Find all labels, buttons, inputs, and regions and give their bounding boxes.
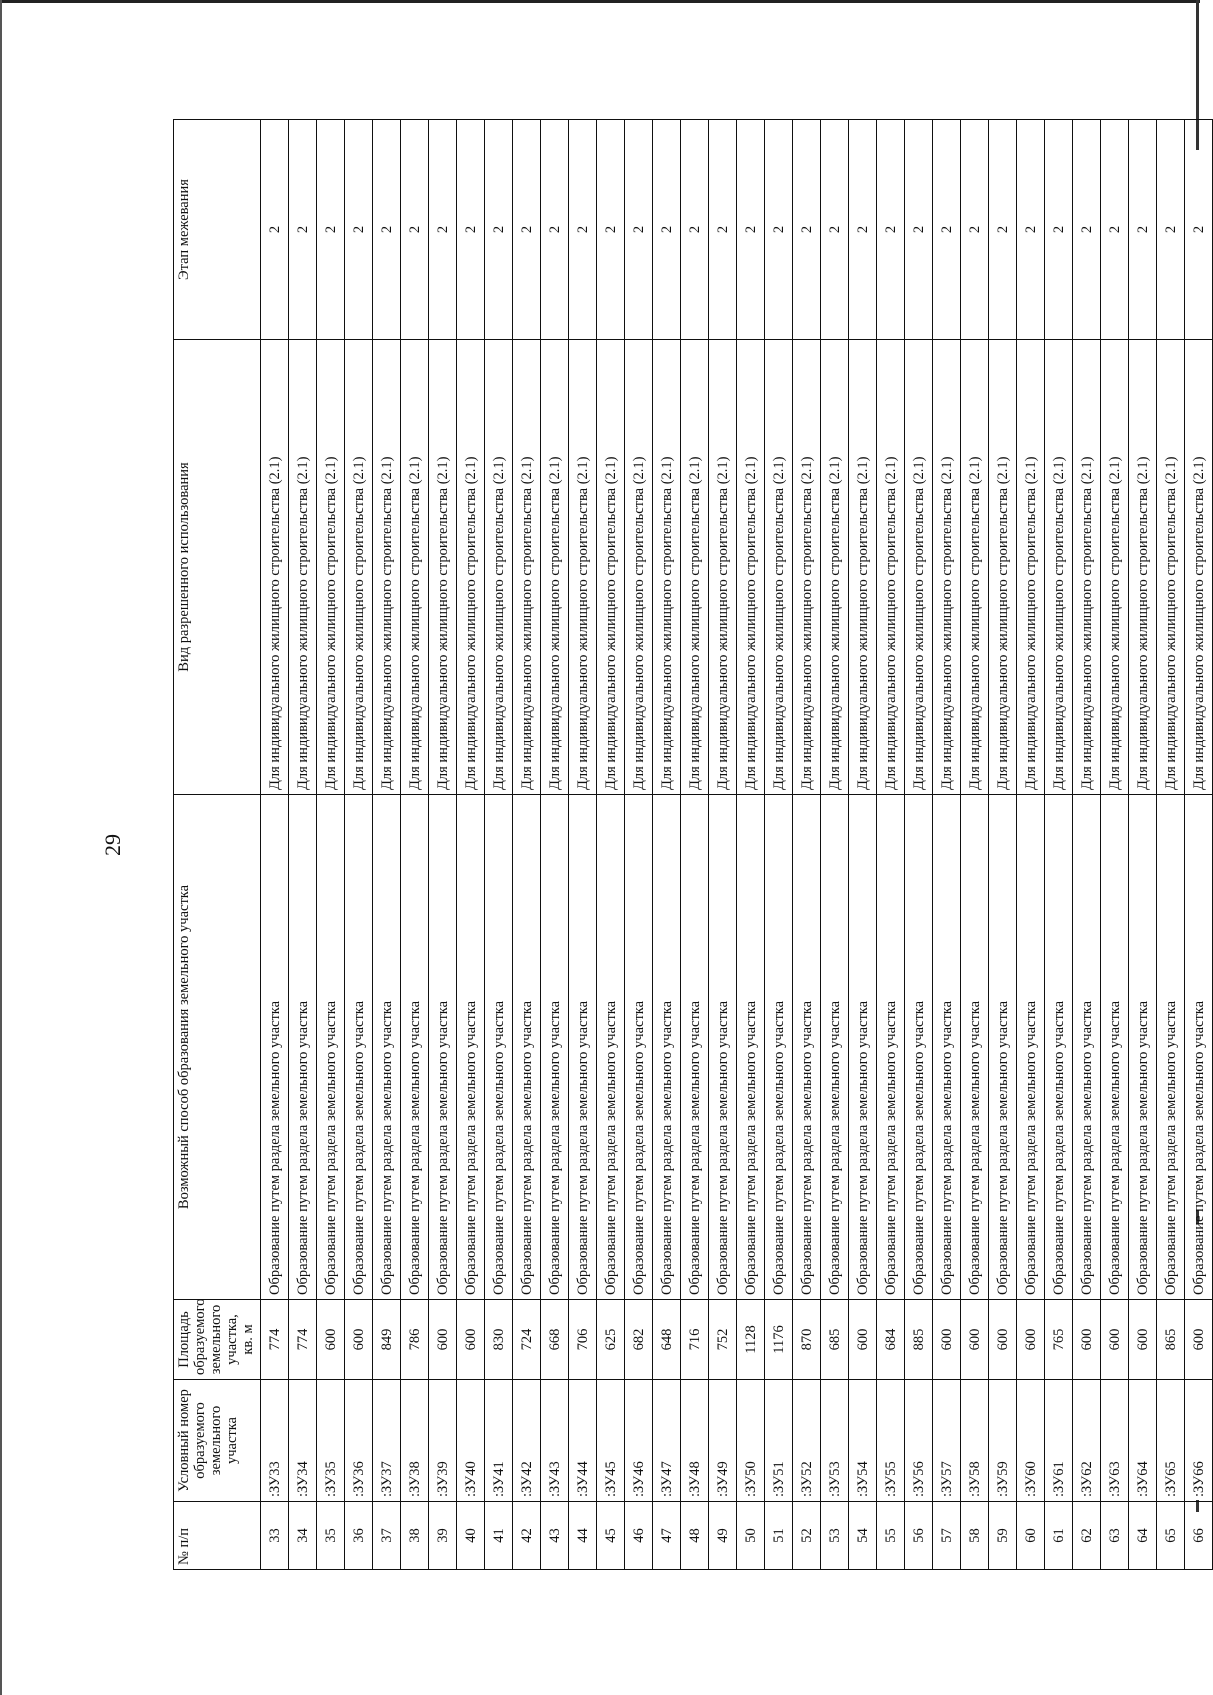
page-number: 29 bbox=[100, 834, 125, 856]
cell-permitted-use: Для индивидуального жилищного строительства (2.1) bbox=[569, 340, 597, 795]
cell-num: 64 bbox=[1129, 1502, 1157, 1570]
cell-permitted-use: Для индивидуального жилищного строительства (2.1) bbox=[625, 340, 653, 795]
cell-plot-code: :ЗУ44 bbox=[569, 1380, 597, 1502]
table-row bbox=[653, 120, 681, 1570]
cell-method: Образование путем раздела земельного участка bbox=[513, 795, 541, 1300]
header-permitted-use: Вид разрешенного использования bbox=[174, 340, 261, 795]
cell-area: 648 bbox=[653, 1300, 681, 1380]
cell-method: Образование путем раздела земельного участка bbox=[1073, 795, 1101, 1300]
cell-stage: 2 bbox=[429, 120, 457, 340]
cell-plot-code: :ЗУ62 bbox=[1073, 1380, 1101, 1502]
cell-area: 849 bbox=[373, 1300, 401, 1380]
cell-num: 59 bbox=[989, 1502, 1017, 1570]
cell-method: Образование путем раздела земельного участка bbox=[989, 795, 1017, 1300]
cell-area: 765 bbox=[1045, 1300, 1073, 1380]
cell-num: 42 bbox=[513, 1502, 541, 1570]
cell-area: 600 bbox=[849, 1300, 877, 1380]
cell-permitted-use: Для индивидуального жилищного строительства (2.1) bbox=[653, 340, 681, 795]
cell-permitted-use: Для индивидуального жилищного строительства (2.1) bbox=[737, 340, 765, 795]
cell-num: 43 bbox=[541, 1502, 569, 1570]
cell-method: Образование путем раздела земельного участка bbox=[569, 795, 597, 1300]
table-header-row bbox=[174, 120, 261, 1570]
cell-stage: 2 bbox=[401, 120, 429, 340]
cell-area: 600 bbox=[933, 1300, 961, 1380]
cell-permitted-use: Для индивидуального жилищного строительства (2.1) bbox=[289, 340, 317, 795]
cell-method: Образование путем раздела земельного участка bbox=[625, 795, 653, 1300]
cell-area: 600 bbox=[1073, 1300, 1101, 1380]
cell-area: 684 bbox=[877, 1300, 905, 1380]
cell-num: 49 bbox=[709, 1502, 737, 1570]
cell-permitted-use: Для индивидуального жилищного строительства (2.1) bbox=[401, 340, 429, 795]
cell-permitted-use: Для индивидуального жилищного строительства (2.1) bbox=[821, 340, 849, 795]
cell-num: 45 bbox=[597, 1502, 625, 1570]
cell-method: Образование путем раздела земельного участка bbox=[345, 795, 373, 1300]
table-row bbox=[541, 120, 569, 1570]
cell-area: 724 bbox=[513, 1300, 541, 1380]
cell-num: 33 bbox=[261, 1502, 289, 1570]
cell-plot-code: :ЗУ36 bbox=[345, 1380, 373, 1502]
cell-num: 54 bbox=[849, 1502, 877, 1570]
cell-num: 37 bbox=[373, 1502, 401, 1570]
table-row bbox=[1073, 120, 1101, 1570]
cell-num: 61 bbox=[1045, 1502, 1073, 1570]
cell-permitted-use: Для индивидуального жилищного строительства (2.1) bbox=[1101, 340, 1129, 795]
cell-stage: 2 bbox=[569, 120, 597, 340]
cell-method: Образование путем раздела земельного участка bbox=[905, 795, 933, 1300]
cell-method: Образование путем раздела земельного участка bbox=[1157, 795, 1185, 1300]
table-row bbox=[821, 120, 849, 1570]
cell-area: 716 bbox=[681, 1300, 709, 1380]
cell-num: 63 bbox=[1101, 1502, 1129, 1570]
cell-num: 40 bbox=[457, 1502, 485, 1570]
cell-stage: 2 bbox=[989, 120, 1017, 340]
cell-method: Образование путем раздела земельного участка bbox=[1101, 795, 1129, 1300]
cell-plot-code: :ЗУ58 bbox=[961, 1380, 989, 1502]
cell-stage: 2 bbox=[1045, 120, 1073, 340]
table-row bbox=[793, 120, 821, 1570]
cell-stage: 2 bbox=[709, 120, 737, 340]
cell-stage: 2 bbox=[765, 120, 793, 340]
header-plot-code: Условный номер образуемого земельного участка bbox=[174, 1380, 261, 1502]
cell-area: 600 bbox=[989, 1300, 1017, 1380]
cell-permitted-use: Для индивидуального жилищного строительства (2.1) bbox=[513, 340, 541, 795]
cell-area: 752 bbox=[709, 1300, 737, 1380]
cell-num: 51 bbox=[765, 1502, 793, 1570]
cell-plot-code: :ЗУ35 bbox=[317, 1380, 345, 1502]
table-row bbox=[961, 120, 989, 1570]
cell-num: 55 bbox=[877, 1502, 905, 1570]
cell-stage: 2 bbox=[849, 120, 877, 340]
cell-stage: 2 bbox=[877, 120, 905, 340]
header-num: № п/п bbox=[174, 1502, 261, 1570]
table-row bbox=[261, 120, 289, 1570]
cell-area: 600 bbox=[345, 1300, 373, 1380]
cell-plot-code: :ЗУ63 bbox=[1101, 1380, 1129, 1502]
cell-stage: 2 bbox=[737, 120, 765, 340]
cell-plot-code: :ЗУ48 bbox=[681, 1380, 709, 1502]
cell-plot-code: :ЗУ56 bbox=[905, 1380, 933, 1502]
cell-area: 865 bbox=[1157, 1300, 1185, 1380]
table-row bbox=[625, 120, 653, 1570]
cell-permitted-use: Для индивидуального жилищного строительства (2.1) bbox=[1045, 340, 1073, 795]
cell-permitted-use: Для индивидуального жилищного строительства (2.1) bbox=[765, 340, 793, 795]
table-row bbox=[569, 120, 597, 1570]
cell-num: 66 bbox=[1185, 1502, 1213, 1570]
cell-area: 682 bbox=[625, 1300, 653, 1380]
cell-area: 668 bbox=[541, 1300, 569, 1380]
cell-area: 870 bbox=[793, 1300, 821, 1380]
cell-stage: 2 bbox=[513, 120, 541, 340]
cell-area: 600 bbox=[317, 1300, 345, 1380]
cell-num: 35 bbox=[317, 1502, 345, 1570]
cell-stage: 2 bbox=[1073, 120, 1101, 340]
cell-permitted-use: Для индивидуального жилищного строительства (2.1) bbox=[961, 340, 989, 795]
cell-stage: 2 bbox=[541, 120, 569, 340]
cell-permitted-use: Для индивидуального жилищного строительства (2.1) bbox=[373, 340, 401, 795]
cell-permitted-use: Для индивидуального жилищного строительства (2.1) bbox=[849, 340, 877, 795]
table-row bbox=[597, 120, 625, 1570]
table-row bbox=[933, 120, 961, 1570]
cell-plot-code: :ЗУ39 bbox=[429, 1380, 457, 1502]
cell-area: 600 bbox=[1185, 1300, 1213, 1380]
cell-permitted-use: Для индивидуального жилищного строительства (2.1) bbox=[905, 340, 933, 795]
cell-stage: 2 bbox=[373, 120, 401, 340]
cell-area: 774 bbox=[261, 1300, 289, 1380]
cell-plot-code: :ЗУ57 bbox=[933, 1380, 961, 1502]
cell-area: 830 bbox=[485, 1300, 513, 1380]
cell-method: Образование путем раздела земельного участка bbox=[1129, 795, 1157, 1300]
cell-permitted-use: Для индивидуального жилищного строительства (2.1) bbox=[1129, 340, 1157, 795]
cell-area: 685 bbox=[821, 1300, 849, 1380]
cell-plot-code: :ЗУ53 bbox=[821, 1380, 849, 1502]
cell-permitted-use: Для индивидуального жилищного строительства (2.1) bbox=[1017, 340, 1045, 795]
cell-num: 34 bbox=[289, 1502, 317, 1570]
cell-method: Образование путем раздела земельного участка bbox=[1185, 795, 1213, 1300]
cell-method: Образование путем раздела земельного участка bbox=[849, 795, 877, 1300]
cell-stage: 2 bbox=[317, 120, 345, 340]
cell-plot-code: :ЗУ51 bbox=[765, 1380, 793, 1502]
cell-stage: 2 bbox=[485, 120, 513, 340]
table-row bbox=[289, 120, 317, 1570]
cell-stage: 2 bbox=[821, 120, 849, 340]
cell-num: 57 bbox=[933, 1502, 961, 1570]
table-body bbox=[261, 120, 1213, 1570]
table-row bbox=[373, 120, 401, 1570]
cell-method: Образование путем раздела земельного участка bbox=[373, 795, 401, 1300]
cell-area: 625 bbox=[597, 1300, 625, 1380]
cell-method: Образование путем раздела земельного участка bbox=[681, 795, 709, 1300]
cell-plot-code: :ЗУ61 bbox=[1045, 1380, 1073, 1502]
cell-num: 52 bbox=[793, 1502, 821, 1570]
cell-permitted-use: Для индивидуального жилищного строительства (2.1) bbox=[793, 340, 821, 795]
cell-permitted-use: Для индивидуального жилищного строительства (2.1) bbox=[261, 340, 289, 795]
table-row bbox=[457, 120, 485, 1570]
cell-stage: 2 bbox=[345, 120, 373, 340]
table-row bbox=[989, 120, 1017, 1570]
cell-method: Образование путем раздела земельного участка bbox=[961, 795, 989, 1300]
cell-permitted-use: Для индивидуального жилищного строительства (2.1) bbox=[457, 340, 485, 795]
table-row bbox=[1157, 120, 1185, 1570]
cell-area: 774 bbox=[289, 1300, 317, 1380]
cell-num: 48 bbox=[681, 1502, 709, 1570]
cell-plot-code: :ЗУ55 bbox=[877, 1380, 905, 1502]
table-row bbox=[1129, 120, 1157, 1570]
cell-plot-code: :ЗУ37 bbox=[373, 1380, 401, 1502]
table-row bbox=[765, 120, 793, 1570]
cell-plot-code: :ЗУ59 bbox=[989, 1380, 1017, 1502]
cell-stage: 2 bbox=[905, 120, 933, 340]
cell-area: 786 bbox=[401, 1300, 429, 1380]
header-method: Возможный способ образования земельного участка bbox=[174, 795, 261, 1300]
document-sheet bbox=[173, 120, 1213, 1570]
cell-method: Образование путем раздела земельного участка bbox=[709, 795, 737, 1300]
table-row bbox=[877, 120, 905, 1570]
cell-method: Образование путем раздела земельного участка bbox=[765, 795, 793, 1300]
cell-num: 39 bbox=[429, 1502, 457, 1570]
cell-plot-code: :ЗУ41 bbox=[485, 1380, 513, 1502]
cell-permitted-use: Для индивидуального жилищного строительства (2.1) bbox=[1157, 340, 1185, 795]
header-stage: Этап межевания bbox=[174, 120, 261, 340]
cell-permitted-use: Для индивидуального жилищного строительства (2.1) bbox=[1185, 340, 1213, 795]
table-row bbox=[401, 120, 429, 1570]
table-row bbox=[849, 120, 877, 1570]
cell-area: 600 bbox=[429, 1300, 457, 1380]
cell-plot-code: :ЗУ40 bbox=[457, 1380, 485, 1502]
cell-permitted-use: Для индивидуального жилищного строительства (2.1) bbox=[709, 340, 737, 795]
cell-stage: 2 bbox=[1101, 120, 1129, 340]
cell-num: 46 bbox=[625, 1502, 653, 1570]
cell-num: 56 bbox=[905, 1502, 933, 1570]
cell-method: Образование путем раздела земельного участка bbox=[317, 795, 345, 1300]
cell-area: 600 bbox=[1129, 1300, 1157, 1380]
cell-method: Образование путем раздела земельного участка bbox=[457, 795, 485, 1300]
cell-plot-code: :ЗУ50 bbox=[737, 1380, 765, 1502]
cell-method: Образование путем раздела земельного участка bbox=[653, 795, 681, 1300]
cell-num: 36 bbox=[345, 1502, 373, 1570]
cell-method: Образование путем раздела земельного участка bbox=[485, 795, 513, 1300]
cell-permitted-use: Для индивидуального жилищного строительства (2.1) bbox=[1073, 340, 1101, 795]
table-row bbox=[513, 120, 541, 1570]
cell-num: 58 bbox=[961, 1502, 989, 1570]
scan-edge-left bbox=[0, 0, 2, 1695]
cell-area: 1176 bbox=[765, 1300, 793, 1380]
cell-plot-code: :ЗУ33 bbox=[261, 1380, 289, 1502]
cell-method: Образование путем раздела земельного участка bbox=[821, 795, 849, 1300]
cell-plot-code: :ЗУ46 bbox=[625, 1380, 653, 1502]
header-area: Площадь образуемого земельного участка, кв. м bbox=[174, 1300, 261, 1380]
cell-permitted-use: Для индивидуального жилищного строительства (2.1) bbox=[317, 340, 345, 795]
cell-area: 600 bbox=[1017, 1300, 1045, 1380]
cell-method: Образование путем раздела земельного участка bbox=[541, 795, 569, 1300]
cell-plot-code: :ЗУ64 bbox=[1129, 1380, 1157, 1502]
cell-stage: 2 bbox=[1185, 120, 1213, 340]
cell-plot-code: :ЗУ60 bbox=[1017, 1380, 1045, 1502]
cell-method: Образование путем раздела земельного участка bbox=[401, 795, 429, 1300]
cell-permitted-use: Для индивидуального жилищного строительства (2.1) bbox=[541, 340, 569, 795]
cell-stage: 2 bbox=[261, 120, 289, 340]
cell-num: 53 bbox=[821, 1502, 849, 1570]
cell-num: 60 bbox=[1017, 1502, 1045, 1570]
table-row bbox=[1101, 120, 1129, 1570]
cell-method: Образование путем раздела земельного участка bbox=[261, 795, 289, 1300]
scan-edge-top bbox=[0, 0, 1200, 3]
cell-plot-code: :ЗУ45 bbox=[597, 1380, 625, 1502]
cell-num: 62 bbox=[1073, 1502, 1101, 1570]
cell-method: Образование путем раздела земельного участка bbox=[597, 795, 625, 1300]
table-row bbox=[1017, 120, 1045, 1570]
cell-num: 47 bbox=[653, 1502, 681, 1570]
cell-area: 600 bbox=[961, 1300, 989, 1380]
cell-num: 41 bbox=[485, 1502, 513, 1570]
cell-plot-code: :ЗУ42 bbox=[513, 1380, 541, 1502]
cell-stage: 2 bbox=[1157, 120, 1185, 340]
cell-stage: 2 bbox=[933, 120, 961, 340]
cell-plot-code: :ЗУ49 bbox=[709, 1380, 737, 1502]
cell-num: 65 bbox=[1157, 1502, 1185, 1570]
cell-method: Образование путем раздела земельного участка bbox=[1017, 795, 1045, 1300]
table-row bbox=[317, 120, 345, 1570]
cell-method: Образование путем раздела земельного участка bbox=[933, 795, 961, 1300]
cell-permitted-use: Для индивидуального жилищного строительства (2.1) bbox=[681, 340, 709, 795]
cell-method: Образование путем раздела земельного участка bbox=[737, 795, 765, 1300]
cell-area: 1128 bbox=[737, 1300, 765, 1380]
cell-method: Образование путем раздела земельного участка bbox=[1045, 795, 1073, 1300]
cell-area: 600 bbox=[457, 1300, 485, 1380]
cell-plot-code: :ЗУ65 bbox=[1157, 1380, 1185, 1502]
table-row bbox=[737, 120, 765, 1570]
cell-method: Образование путем раздела земельного участка bbox=[289, 795, 317, 1300]
cell-stage: 2 bbox=[653, 120, 681, 340]
cell-stage: 2 bbox=[289, 120, 317, 340]
cell-area: 600 bbox=[1101, 1300, 1129, 1380]
table-row bbox=[681, 120, 709, 1570]
table-row bbox=[1045, 120, 1073, 1570]
cell-stage: 2 bbox=[457, 120, 485, 340]
cell-permitted-use: Для индивидуального жилищного строительства (2.1) bbox=[597, 340, 625, 795]
cell-num: 38 bbox=[401, 1502, 429, 1570]
cell-permitted-use: Для индивидуального жилищного строительства (2.1) bbox=[877, 340, 905, 795]
cell-stage: 2 bbox=[597, 120, 625, 340]
table-row bbox=[709, 120, 737, 1570]
cell-permitted-use: Для индивидуального жилищного строительства (2.1) bbox=[345, 340, 373, 795]
cell-plot-code: :ЗУ34 bbox=[289, 1380, 317, 1502]
cell-method: Образование путем раздела земельного участка bbox=[429, 795, 457, 1300]
cell-plot-code: :ЗУ52 bbox=[793, 1380, 821, 1502]
cell-num: 50 bbox=[737, 1502, 765, 1570]
cell-stage: 2 bbox=[1017, 120, 1045, 340]
table-row bbox=[905, 120, 933, 1570]
land-plot-table bbox=[173, 119, 1213, 1570]
cell-plot-code: :ЗУ38 bbox=[401, 1380, 429, 1502]
table-row bbox=[345, 120, 373, 1570]
table-row bbox=[429, 120, 457, 1570]
cell-permitted-use: Для индивидуального жилищного строительства (2.1) bbox=[429, 340, 457, 795]
cell-stage: 2 bbox=[793, 120, 821, 340]
cell-method: Образование путем раздела земельного участка bbox=[877, 795, 905, 1300]
table-row bbox=[1185, 120, 1213, 1570]
cell-stage: 2 bbox=[625, 120, 653, 340]
cell-plot-code: :ЗУ47 bbox=[653, 1380, 681, 1502]
cell-stage: 2 bbox=[1129, 120, 1157, 340]
cell-permitted-use: Для индивидуального жилищного строительства (2.1) bbox=[933, 340, 961, 795]
cell-area: 885 bbox=[905, 1300, 933, 1380]
cell-permitted-use: Для индивидуального жилищного строительства (2.1) bbox=[485, 340, 513, 795]
cell-stage: 2 bbox=[681, 120, 709, 340]
cell-method: Образование путем раздела земельного участка bbox=[793, 795, 821, 1300]
cell-permitted-use: Для индивидуального жилищного строительства (2.1) bbox=[989, 340, 1017, 795]
cell-area: 706 bbox=[569, 1300, 597, 1380]
cell-plot-code: :ЗУ66 bbox=[1185, 1380, 1213, 1502]
cell-stage: 2 bbox=[961, 120, 989, 340]
cell-num: 44 bbox=[569, 1502, 597, 1570]
cell-plot-code: :ЗУ43 bbox=[541, 1380, 569, 1502]
cell-plot-code: :ЗУ54 bbox=[849, 1380, 877, 1502]
table-row bbox=[485, 120, 513, 1570]
